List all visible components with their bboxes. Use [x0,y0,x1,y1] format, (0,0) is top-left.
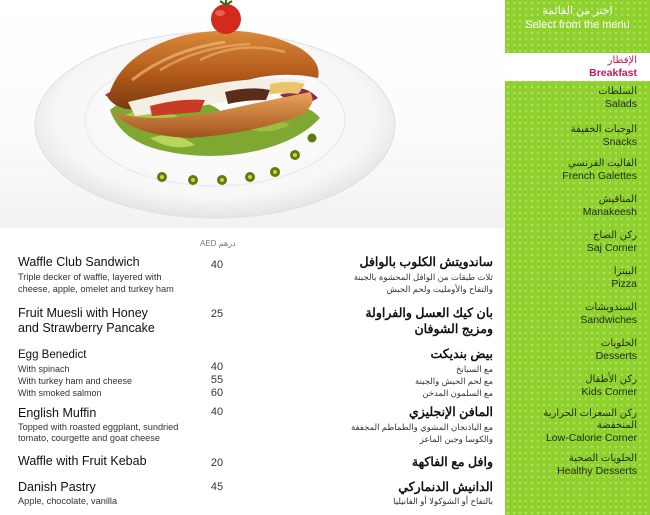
sidebar-item-label-ar: الحلويات الصحية [568,453,637,464]
sidebar-item-kids-corner[interactable] [505,374,650,399]
item-desc-ar: والكوسا وجبن الماعز [419,434,493,444]
item-name-en: Egg Benedict [18,349,87,361]
item-desc-ar: بالتفاح أو الشوكولا أو الفانيليا [393,496,493,506]
item-name-ar: ومزيج الشوفان [414,322,493,336]
sidebar-item-label-ar: المناقيش [598,194,637,205]
item-desc-ar: ثلاث طبقات من الوافل المحشوة بالجبنة [353,272,493,282]
sidebar-item-salads[interactable] [505,86,650,111]
sidebar-item-label-en: Healthy Desserts [557,465,637,477]
sidebar-item-label-en: Desserts [595,350,637,362]
item-price: 45 [210,481,224,493]
item-name-en: and Strawberry Pancake [18,321,155,335]
item-desc-en: cheese, apple, omelet and turkey ham [18,284,174,294]
currency-label: AED درهم [200,239,236,248]
sidebar-item-snacks[interactable] [505,124,650,149]
sidebar-item-label-en: Sandwiches [580,314,637,326]
hero-food-photo [0,0,505,228]
item-name-en: Danish Pastry [18,480,96,494]
sidebar-header-ar: اختر من القائمة [542,5,613,17]
item-name-ar: بان كيك العسل والفراولة [365,306,493,320]
item-price: 20 [210,457,224,469]
sidebar-item-label-ar: الإفطار [607,55,637,66]
sidebar-item-label-en: French Galettes [562,170,637,182]
sidebar-header-en: Select from the menu [525,19,630,31]
item-name-en: Fruit Muesli with Honey [18,306,148,320]
sidebar-item-label-en: Snacks [602,136,637,148]
sidebar-item-sandwiches[interactable] [505,302,650,327]
sidebar-item-low-calorie-corner[interactable] [505,408,650,445]
item-desc-ar: والتفاح والأومليت ولحم الحبش [386,284,493,294]
sidebar-item-desserts[interactable] [505,338,650,363]
menu-item-danish-pastry[interactable] [0,479,505,511]
menu-items-panel [0,228,505,515]
sidebar-item-manakeesh[interactable] [505,194,650,219]
item-option-en: With smoked salmon [18,388,102,398]
sidebar-item-label-ar: السلطات [598,86,637,97]
sidebar-item-label-ar: الحلويات [600,338,637,349]
item-option-ar: مع السبانخ [456,364,493,374]
category-sidebar [505,0,650,515]
menu-item-egg-benedict[interactable] [0,346,505,400]
sidebar-item-label-en: Low-Calorie Corner [545,432,637,444]
sidebar-item-label-ar: السندويشات [584,302,637,313]
item-desc-en: tomato, courgette and goat cheese [18,433,160,443]
menu-item-waffle-club-sandwich[interactable] [0,255,505,297]
item-option-en: With spinach [18,364,70,374]
item-name-ar: بيض بنديكت [430,347,493,361]
sidebar-item-label-ar: الوجبات الخفيفة [570,124,637,135]
menu-item-waffle-fruit-kebab[interactable] [0,453,505,471]
item-price: 60 [210,387,224,399]
sidebar-item-breakfast[interactable] [505,53,650,81]
item-name-ar: ساندويتش الكلوب بالوافل [359,255,493,269]
item-option-ar: مع السلمون المدخن [422,388,493,398]
sidebar-item-label-en: Manakeesh [582,206,637,218]
sidebar-item-label-en: Breakfast [589,67,637,79]
item-name-en: English Muffin [18,406,97,420]
sidebar-item-label-ar: ركن الأطفال [585,374,637,385]
sidebar-item-label-ar: البيتزا [613,266,637,277]
sidebar-item-label-en: Kids Corner [581,386,637,398]
item-price: 25 [210,308,224,320]
item-desc-en: Topped with roasted eggplant, sundried [18,422,179,432]
item-desc-en: Triple decker of waffle, layered with [18,272,162,282]
sidebar-item-french-galettes[interactable] [505,158,650,183]
item-option-ar: مع لحم الحبش والجبنة [415,376,493,386]
sidebar-item-saj-corner[interactable] [505,230,650,255]
menu-item-english-muffin[interactable] [0,404,505,446]
item-price: 40 [210,406,224,418]
sidebar-header [505,0,650,44]
item-desc-ar: مع الباذنجان المشوي والطماطم المجففة [350,422,493,432]
sidebar-item-label-ar: الفاليت الفرنسي [567,158,637,169]
sidebar-item-healthy-desserts[interactable] [505,453,650,478]
item-option-en: With turkey ham and cheese [18,376,133,386]
menu-item-fruit-muesli[interactable] [0,306,505,338]
sidebar-item-label-ar: ركن السعرات الحرارية المنخفضة [543,408,637,431]
item-price: 40 [210,361,224,373]
item-desc-en: Apple, chocolate, vanilla [18,496,118,506]
item-price: 40 [210,259,224,271]
sidebar-item-label-ar: ركن الصاج [593,230,637,241]
sidebar-item-label-en: Saj Corner [586,242,637,254]
item-name-ar: المافن الإنجليزي [408,405,493,419]
item-name-en: Waffle with Fruit Kebab [18,454,147,468]
croissant-sandwich-image [0,0,505,228]
item-name-ar: وافل مع الفاكهة [411,455,493,469]
item-name-ar: الدانيش الدنماركي [398,480,493,494]
sidebar-item-label-en: Salads [604,98,637,110]
sidebar-item-pizza[interactable] [505,266,650,291]
sidebar-item-label-en: Pizza [611,278,637,290]
item-price: 55 [210,374,224,386]
item-name-en: Waffle Club Sandwich [18,255,140,269]
